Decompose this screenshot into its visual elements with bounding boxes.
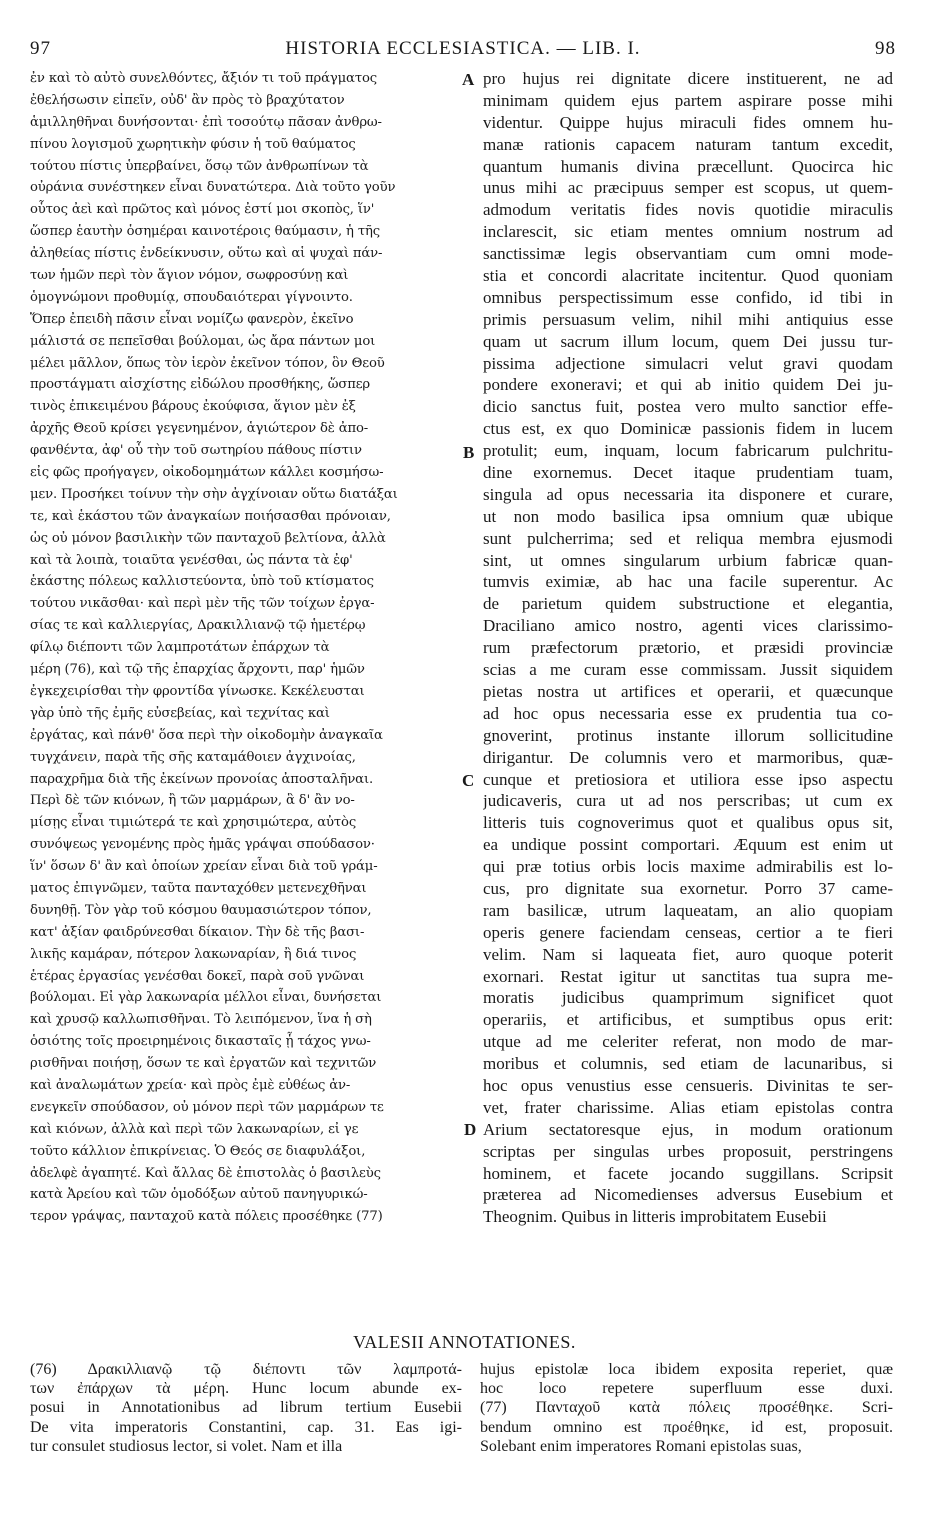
greek-text-line: μεν. Προσήκει τοίνυν τὴν σὴν ἀγχίνοιαν οὕτω διατάξαι [30, 486, 398, 502]
greek-text-line: ἵν' ὅσων δ' ἂν καὶ ὁποίων χρείαν εἶναι διὰ τοῦ γράμ- [30, 859, 378, 875]
greek-text-line: ἁμιλληθῆναι δυνήσονται· ἐπὶ τοσούτῳ πᾶσαν ἀνθρω- [30, 114, 382, 130]
greek-text-line: τε, καὶ ἑκάστου τῶν ἀναγκαίων ποιήσασθαι πρόνοιαν, [30, 508, 391, 524]
greek-text-line: καὶ χρυσῷ καλλωπισθῆναι. Τὸ λειπόμενον, ἵνα ἡ σὴ [30, 1012, 372, 1028]
page-number-left: 97 [30, 38, 51, 59]
greek-text-line: συνόψεως γενομένης πρὸς ἡμᾶς γράψαι σπούδασον· [30, 837, 375, 853]
latin-text-line: Theognim. Quibus in litteris improbitatem Eusebii [483, 1207, 827, 1227]
greek-text-line: καὶ κιόνων, ἀλλὰ καὶ περὶ τῶν λακωναρίων, εἰ γε [30, 1121, 359, 1137]
page-number-right: 98 [875, 38, 896, 59]
latin-text-line: unus mihi ac præcipuus semper est scopus, ut quem- [483, 178, 893, 198]
latin-text-line: minimam quidem ejus partem aspirare posse mihi [483, 90, 893, 110]
latin-text-line: Draciliano amico nostro, agenti vices clarissimo- [483, 616, 893, 636]
greek-text-line: ἀληθείας πίστις ἐνδείκνυσιν, οὕτω καὶ αἱ ψυχαὶ πάν- [30, 246, 383, 262]
latin-text-line: Arium sectatoresque ejus, in modum orationum [483, 1119, 893, 1139]
greek-text-line: παραχρῆμα διὰ τῆς ἐκείνων προνοίας ἀποσταλῆναι. [30, 771, 374, 787]
latin-text-line: sunt pulcherrima; sed et reliqua membra ejusmodi [483, 528, 893, 548]
latin-text-line: velim. Nam si laqueata fiet, auro quoque poterit [483, 944, 893, 964]
greek-text-line: κατὰ Ἀρείου καὶ τῶν ὁμοδόξων αὐτοῦ πανηγυρικώ- [30, 1187, 368, 1203]
greek-text-line: τυγχάνειν, παρὰ τῆς σῆς καταμάθοιεν ἀγχινοίας, [30, 749, 356, 765]
greek-text-line: ὡς οὐ μόνον βασιλικὴν τῶν πανταχοῦ βελτίονα, ἀλλὰ [30, 530, 386, 546]
greek-text-line: καὶ ἀναλωμάτων χρεία· καὶ πρὸς ἐμὲ εὐθέως ἀν- [30, 1077, 351, 1093]
greek-text-line: μάλιστά σε πεπεῖσθαι βούλομαι, ὡς ἄρα πάντων μοι [30, 333, 376, 349]
latin-text-line: videntur. Quippe hujus miraculi fides omnem hu- [483, 112, 893, 132]
greek-text-line: ἐγκεχειρίσθαι τὴν φροντίδα γίνωσκε. Κεκέλευσται [30, 683, 365, 699]
greek-text-line: ὁσιότης τοῖς προειρημένοις δικασταῖς ᾗ τάχος γνω- [30, 1034, 371, 1050]
annotation-line: hujus epistolæ loca ibidem exposita reperiet, quæ [480, 1361, 893, 1378]
latin-text-line: dirigantur. De columnis vero et marmoribus, quæ- [483, 747, 893, 767]
greek-text-line: ρισθῆναι ποιήσῃ, ὅσων τε καὶ ἐργατῶν καὶ τεχνιτῶν [30, 1056, 377, 1072]
latin-text-line: præterea ad Nicomedienses adversus Eusebium et [483, 1185, 893, 1205]
latin-text-line: ctus est, ex quo Dominicæ passionis fidem in lucem [483, 419, 893, 439]
annotation-line: bendum omnino est προέθηκε, id est, proposuit. [480, 1418, 893, 1436]
latin-text-line: rum præfectorum prætorio, et præsidi provinciæ [483, 638, 893, 658]
latin-text-line: protulit; eum, inquam, locum fabricarum pulchritu- [483, 441, 893, 461]
greek-text-line: μέλει μᾶλλον, ὅπως τὸν ἱερὸν ἐκεῖνον τόπον, ὃν Θεοῦ [30, 355, 385, 371]
greek-text-line: γὰρ ὑπὸ τῆς ἐμῆς εὐσεβείας, καὶ τεχνίτας καὶ [30, 705, 330, 721]
greek-text-line: λικῆς καμάραν, πότερον λακωναρίαν, ἢ διά τινος [30, 946, 357, 962]
latin-text-line: gnoverint, protinus instante illorum sollicitudine [483, 725, 893, 745]
latin-text-line: quam ut sacrum illum locum, quem Dei jussu tur- [483, 331, 893, 351]
latin-text-line: pro hujus rei dignitate dicere instituerent, ne ad [483, 69, 893, 88]
greek-text-line: οὐράνια συνέστηκεν εἶναι δυνατώτερα. Διὰ τοῦτο γοῦν [30, 180, 396, 196]
greek-text-line: φανθέντα, ἀφ' οὗ τὴν τοῦ σωτηρίου πάθους πίστιν [30, 443, 362, 459]
latin-text-line: ut non modo basilica ipsa omnium quæ ubique [483, 506, 893, 526]
greek-text-line: ἐν καὶ τὸ αὐτὸ συνελθόντες, ἄξιόν τι τοῦ πράγματος [30, 71, 377, 86]
greek-text-line: πίνου λογισμοῦ χωρητικὴν φύσιν ἡ τοῦ θαύματος [30, 136, 356, 152]
latin-text-line: scias a me curam esse commissam. Jussit siquidem [483, 660, 893, 680]
latin-text-line: utque ad me celeriter referat, non modo de mar- [483, 1032, 893, 1052]
annotation-line: posui in Annotationibus ad librum tertium Eusebii [30, 1399, 462, 1417]
latin-text-line: omnibus perspectissimum esse confido, id tibi in [483, 287, 893, 307]
running-header [30, 38, 896, 60]
greek-text-line: ἐθελήσωσιν εἰπεῖν, οὐδ' ἂν πρὸς τὸ βραχύτατον [30, 92, 345, 108]
annotation-line: (77) Πανταχοῦ κατὰ πόλεις προσέθηκε. Scri- [480, 1399, 893, 1417]
annotation-line: tur consulet studiosus lector, si volet. Nam et illa [30, 1437, 343, 1455]
greek-text-line: εἰς φῶς προήγαγεν, οἰκοδομημάτων κάλλει κοσμήσω- [30, 465, 384, 481]
latin-text-line: scriptas per singulas urbes proposuit, perstringens [483, 1141, 893, 1161]
greek-text-line: Περὶ δὲ τῶν κιόνων, ἢ τῶν μαρμάρων, ἃ δ' ἂν νο- [30, 793, 355, 809]
latin-text-line: qui præ totius orbis locis maxime admirabilis est lo- [483, 857, 893, 877]
greek-text-line: φίλῳ διέποντι τῶν λαμπροτάτων ἐπάρχων τὰ [30, 640, 330, 656]
greek-text-line: ἐργάτας, καὶ πάνθ' ὅσα περὶ τὴν οἰκοδομὴν ἀναγκαῖα [30, 727, 383, 743]
greek-text-line: τούτου πίστις ὑπερβαίνει, ὅσῳ τῶν ἀνθρωπίνων τὰ [30, 158, 369, 174]
latin-text-line: ad hoc opus necessaria esse ex prudentia tua co- [483, 703, 893, 723]
latin-text-line: moratis judicibus quamprimum significet quot [483, 988, 893, 1008]
greek-text-line: προστάγματι αἰσχίστης εἰδώλου προσθήκης, ὥσπερ [30, 377, 371, 393]
greek-text-line: οὗτος ἀεὶ καὶ πρῶτος καὶ μόνος ἐστί μοι σκοπὸς, ἵν' [30, 202, 375, 218]
annotation-line: hoc loco repetere superfluum esse duxi. [480, 1380, 893, 1398]
greek-text-line: βούλομαι. Εἰ γὰρ λακωναρία μέλλοι εἶναι, δυνήσεται [30, 990, 382, 1006]
annotation-line: De vita imperatoris Constantini, cap. 31. Eas igi- [30, 1418, 462, 1436]
greek-text-line: καὶ τὰ λοιπὰ, τοιαῦτα γενέσθαι, ὡς πάντα τὰ ἐφ' [30, 552, 353, 568]
running-title: HISTORIA ECCLESIASTICA. — LIB. I. [285, 38, 641, 59]
margin-marker-c: C [462, 771, 475, 790]
annotations-heading: VALESII ANNOTATIONES. [353, 1332, 576, 1352]
greek-text-line: κατ' ἀξίαν φαιδρύνεσθαι δίκαιον. Τὴν δὲ τῆς βασι- [30, 924, 365, 940]
latin-text-line: quantum humanis divina præcellunt. Quocirca hic [483, 156, 893, 176]
greek-text-line: ἑκάστης πόλεως καλλιστεύοντα, ὑπὸ τοῦ κτίσματος [30, 574, 374, 590]
greek-text-line: τερον γράψας, πανταχοῦ κατὰ πόλεις προσέθηκε (77) [30, 1209, 383, 1225]
latin-text-line: dine exornemus. Decet itaque prudentiam tuam, [483, 463, 893, 483]
greek-text-line: ενεγκεῖν σπούδασον, οὐ μόνον περὶ τῶν μαρμάρων τε [30, 1099, 384, 1115]
greek-text-column [30, 68, 466, 1318]
greek-text-line: ἑτέρας ἐργασίας γενέσθαι δοκεῖ, παρὰ σοῦ γνῶναι [30, 968, 365, 984]
latin-text-line: de parietum quidem substructione et elegantia, [483, 594, 893, 614]
latin-text-line: operis genere faciendam censeas, certior a te fieri [483, 922, 893, 942]
latin-text-line: manæ rationis capacem naturam tantum excedit, [483, 134, 893, 154]
annotations-left-column [30, 1360, 462, 1456]
greek-text-line: Ὅπερ ἐπειδὴ πᾶσιν εἶναι νομίζω φανερὸν, ἐκεῖνο [30, 311, 354, 327]
annotation-line: (76) Δρακιλλιανῷ τῷ διέποντι τῶν λαμπροτά- [30, 1361, 462, 1378]
latin-text-line: primis persuasum velim, nihil mihi antiquius esse [483, 309, 893, 329]
greek-text-line: ὥσπερ ἑαυτὴν ὁσημέραι καινοτέροις θαύμασιν, ἡ τῆς [30, 224, 380, 240]
latin-text-line: hoc opus venustius esse censueris. Divinitas te ser- [483, 1075, 893, 1095]
latin-text-line: judicaveris, cura ut ad nos perscribas; ut cum ex [483, 791, 893, 811]
latin-text-line: pondere exoneravi; et qui ab initio quidem Dei ju- [483, 375, 893, 395]
latin-text-line: stia et concordi alacritate incitentur. Quod quoniam [483, 266, 893, 286]
greek-text-line: σίας τε καὶ καλλιεργίας, Δρακιλλιανῷ τῷ ἡμετέρῳ [30, 618, 366, 634]
greek-text-line: ἀδελφὲ ἀγαπητέ. Καὶ ἄλλας δὲ ἐπιστολὰς ὁ βασιλεὺς [30, 1165, 381, 1181]
latin-text-line: sanctissimæ legis observantiam cum omni mode- [483, 244, 893, 264]
margin-marker-b: B [463, 443, 475, 462]
latin-text-column [483, 68, 893, 1318]
latin-text-line: singula ad opus necessaria ita disponere et curare, [483, 484, 893, 504]
latin-text-line: pietas nostra ut artifices et operarii, et quæcunque [483, 681, 893, 701]
greek-text-line: ὁμογνώμονι προθυμίᾳ, σπουδαιότεραι γίγνοιντο. [30, 289, 353, 305]
latin-text-line: dicio sanctus fuit, postea vero multo sanctior effe- [483, 397, 893, 417]
latin-text-line: inclarescit, sic etiam mentes omnium nostrum ad [483, 222, 893, 242]
annotation-line: των ἐπάρχων τὰ μέρη. Hunc locum abunde ex- [30, 1380, 462, 1398]
greek-text-line: των ἡμῶν περὶ τὸν ἅγιον νόμον, σωφροσύνῃ καὶ [30, 268, 349, 284]
greek-text-line: δυνηθῇ. Τὸν γὰρ τοῦ κόσμου θαυμασιώτερον τόπον, [30, 902, 372, 918]
latin-text-line: cus, pro dignitate sua exornetur. Porro 37 came- [483, 878, 893, 898]
greek-text-line: ματος ἐπιγνῶμεν, ταῦτα πανταχόθεν μετενεχθῆναι [30, 880, 367, 896]
greek-text-line: μέρη (76), καὶ τῷ τῆς ἐπαρχίας ἄρχοντι, παρ' ἡμῶν [30, 662, 365, 678]
latin-text-line: cunque et pretiosiora et utiliora esse ipso aspectu [483, 769, 893, 789]
greek-text-line: ἀρχῆς Θεοῦ κρίσει γεγενημένον, ἁγιώτερον δὲ ἀπο- [30, 421, 369, 437]
margin-marker-a: A [462, 70, 475, 89]
greek-text-line: τοῦτο κάλλιον ἐπικρίνειας. Ὁ Θεός σε διαφυλάξοι, [30, 1143, 366, 1159]
latin-text-line: admodum veritatis fides novis quotidie miraculis [483, 200, 893, 220]
latin-text-line: vet, frater charissime. Alias etiam epistolas contra [483, 1097, 893, 1117]
latin-text-line: exornari. Restat igitur ut sanctitas tua supra me- [483, 966, 893, 986]
margin-marker-d: D [464, 1120, 477, 1139]
latin-text-line: tumvis eximiæ, ab hac una facile superentur. Ac [483, 572, 893, 592]
annotations-right-column [480, 1360, 893, 1456]
latin-text-line: moribus et columnis, sed etiam de lacunaribus, si [483, 1054, 893, 1074]
greek-text-line: μίσῃς εἶναι τιμιώτερά τε καὶ χρησιμώτερα, αὐτὸς [30, 815, 357, 831]
latin-text-line: ram basilicæ, utrum laqueatam, an alio quopiam [483, 900, 893, 920]
greek-text-line: τούτου νικᾶσθαι· καὶ περὶ μὲν τῆς τῶν τοίχων ἐργα- [30, 596, 375, 612]
latin-text-line: sint, ut omnes singularum urbium fabricæ quan- [483, 550, 893, 570]
greek-text-line: τινὸς ἐπικειμένου βάρους ἐκούφισα, ἅγιον μὲν ἐξ [30, 399, 356, 415]
latin-text-line: pissima adjectione simulacri velut gravi quodam [483, 353, 893, 373]
latin-text-line: hominem, et facete jocando suggillans. Scripsit [483, 1163, 893, 1183]
annotation-line: Solebant enim imperatores Romani epistolas suas, [480, 1437, 802, 1455]
latin-text-line: litteris tuis cognoverimus quot et qualibus opus sit, [483, 813, 893, 833]
latin-text-line: operariis, et artificibus, et sumptibus opus erit: [483, 1010, 893, 1030]
latin-text-line: ea undique possint comportari. Æquum est enim ut [483, 835, 893, 855]
